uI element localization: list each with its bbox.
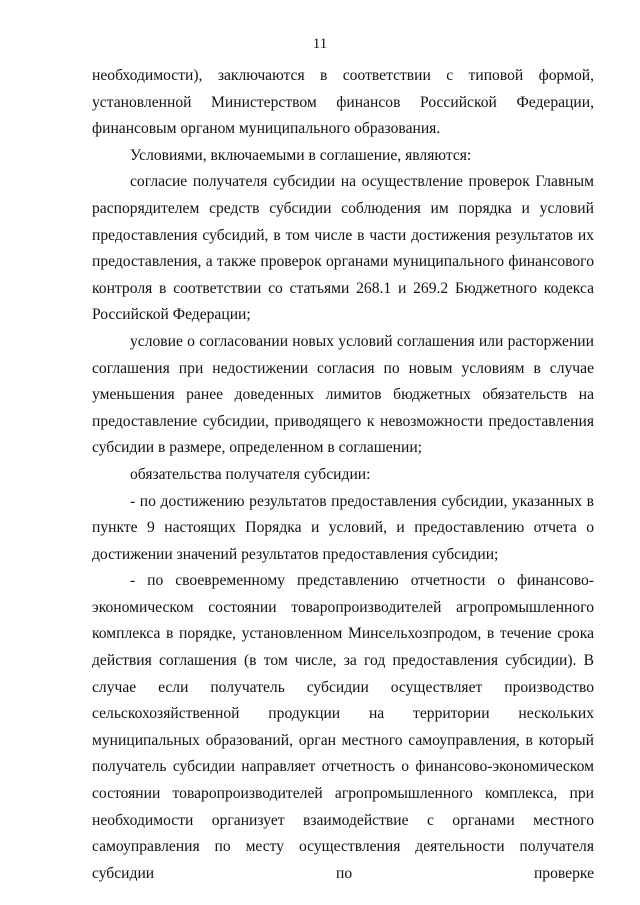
paragraph-results-obligation: - по достижению результатов предоставления субсидии, указанных в пункте 9 настоящих Порядка и условий, и предоставлению отчета о достижении значений результатов предоставления субсидии; [92, 492, 594, 563]
page-number: 11 [312, 36, 328, 52]
paragraph-continuation: необходимости), заключаются в соответствии с типовой формой, установленной Министерством финансов Российской Федерации, финансовым органом муниципального образования. [92, 67, 594, 138]
paragraph-conditions-intro: Условиями, включаемыми в соглашение, являются: [130, 146, 472, 164]
document-body [92, 63, 594, 887]
paragraph-consent-to-inspections: согласие получателя субсидии на осуществление проверок Главным распорядителем средств субсидии соблюдения им порядка и условий предоставления субсидий, в том числе в части достижения результатов их предоставления, а также проверок органами муниципального финансового контроля в соответствии со статьями 268.1 и 269.2 Бюджетного кодекса Российской Федерации; [92, 173, 594, 324]
paragraph-recipient-obligations: обязательства получателя субсидии: [130, 465, 371, 483]
paragraph-reporting-obligation: - по своевременному представлению отчетности о финансово-экономическом состоянии товаропроизводителей агропромышленного комплекса в порядке, установленном Минсельхозпродом, в течение срока действия соглашения (в том числе, за год предоставления субсидии). В случае если получатель субсидии осуществляет производство сельскохозяйственной продукции на территории нескольких муниципальных образований, орган местного самоуправления, в который получатель субсидии направляет отчетность о финансово-экономическом состоянии товаропроизводителей агропромышленного комплекса, при необходимости организует взаимодействие с органами местного самоуправления по месту осуществления деятельности получателя субсидии по проверке [92, 572, 594, 882]
paragraph-agreement-renegotiation: условие о согласовании новых условий соглашения или расторжении соглашения при недостижении согласия по новым условиям в случае уменьшения ранее доведенных лимитов бюджетных обязательств на предоставление субсидии, приводящего к невозможности предоставления субсидии в размере, определенном в соглашении; [92, 332, 594, 457]
